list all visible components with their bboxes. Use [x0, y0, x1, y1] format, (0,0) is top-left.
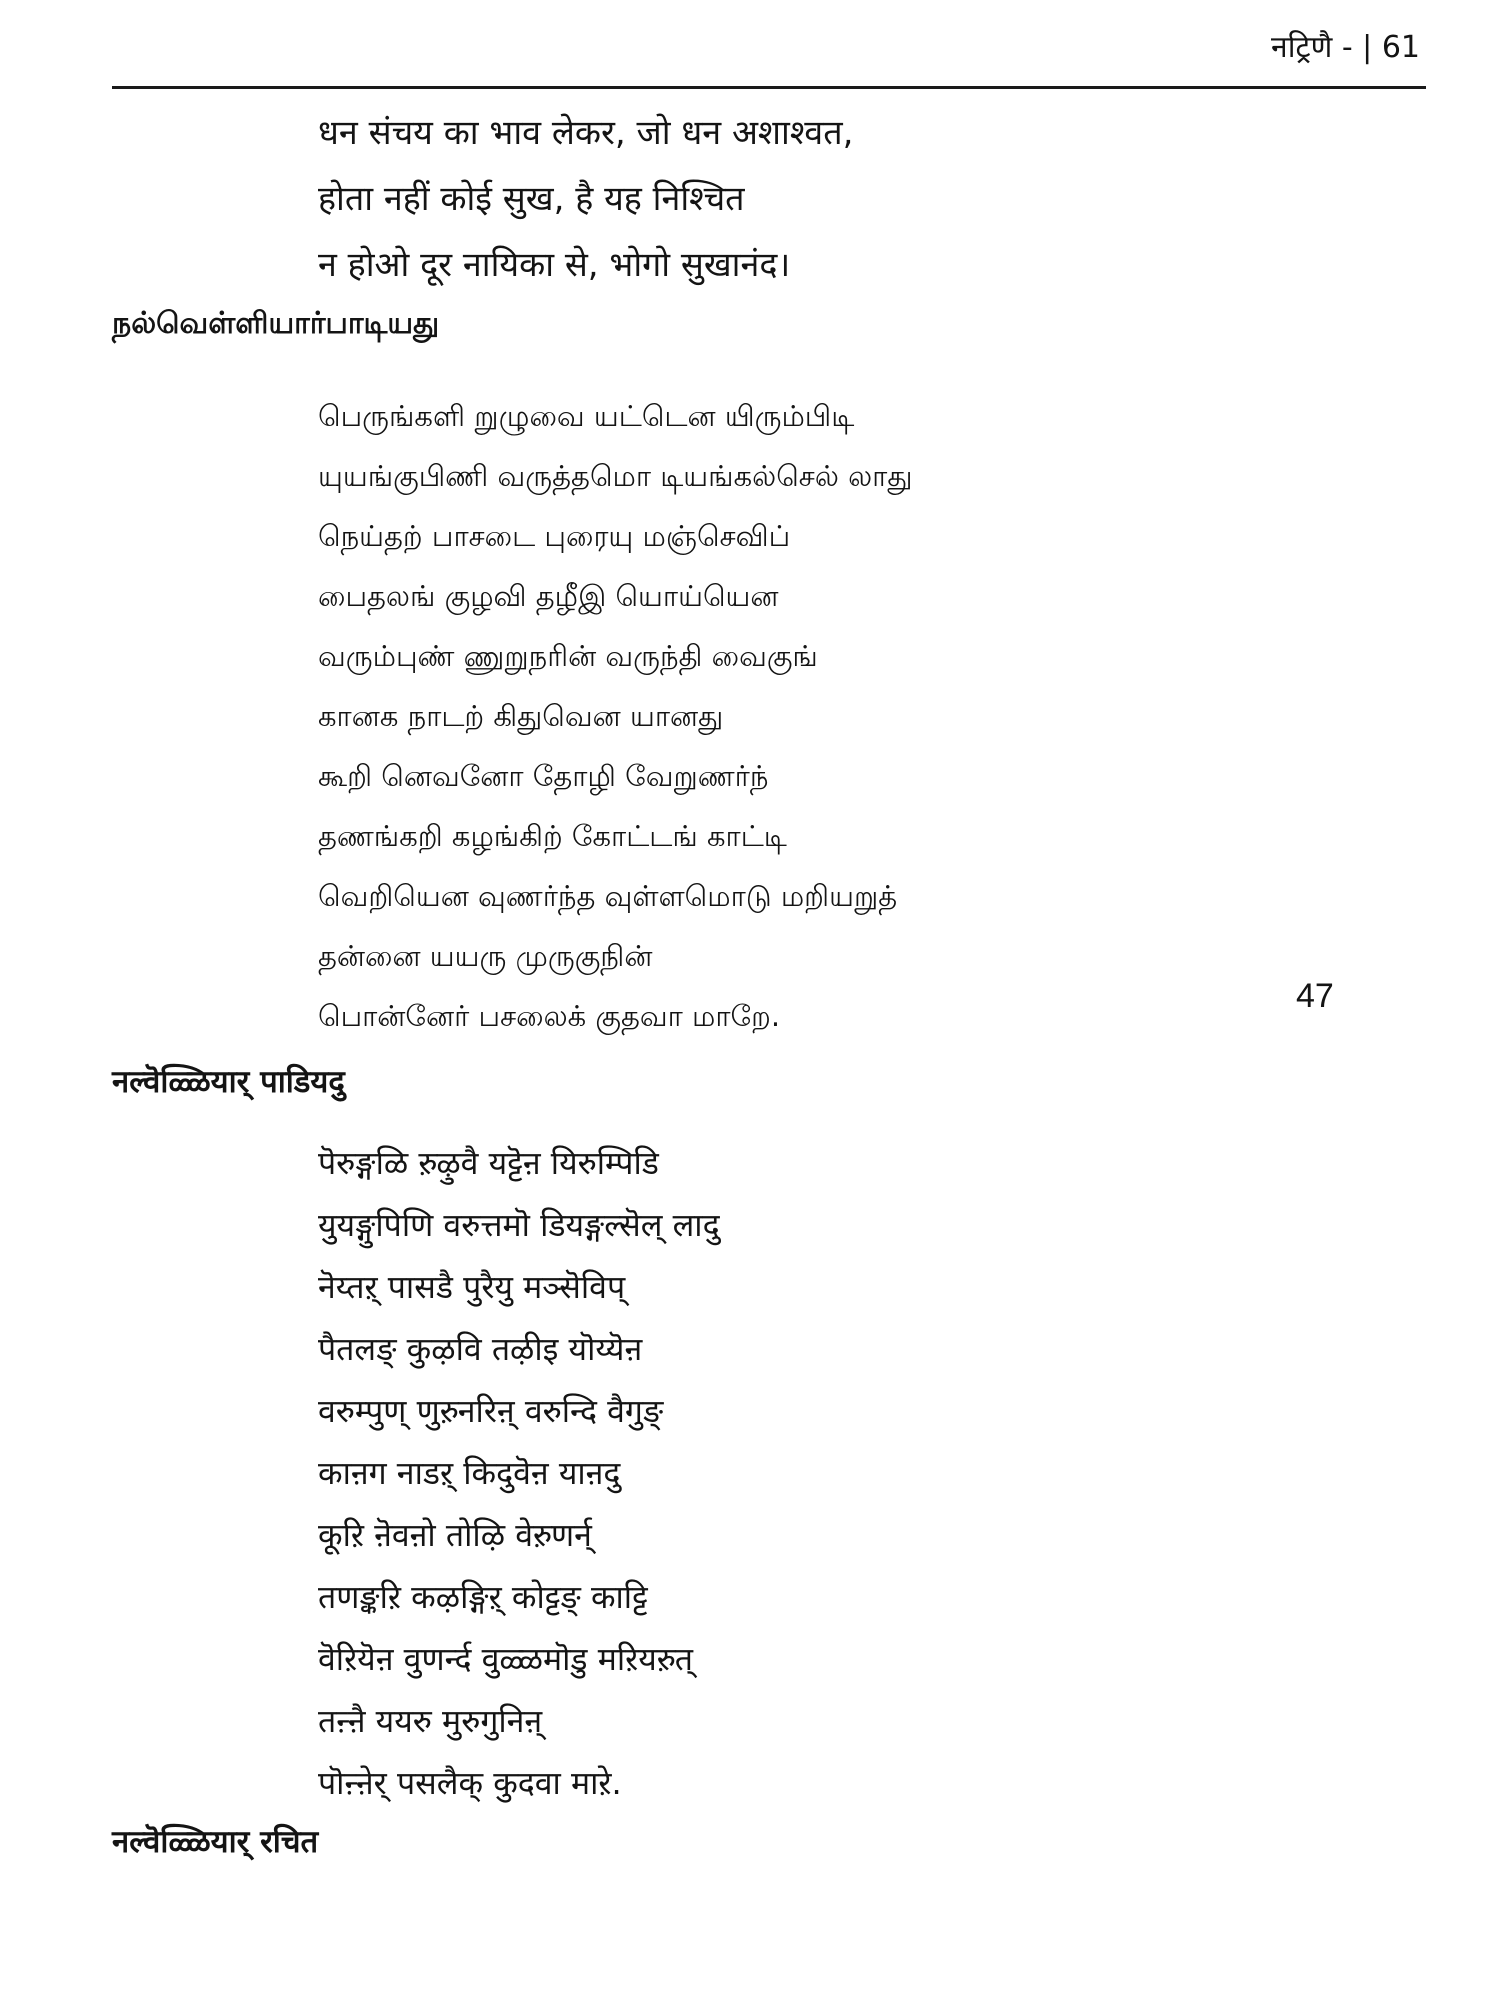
hindi-line: धन संचय का भाव लेकर, जो धन अशाश्वत, — [318, 113, 854, 153]
tamil-line: கூறி னெவனோ தோழி வேறுணர்ந் — [318, 759, 769, 793]
transliteration-line: पैतलङ् कुऴवि तऴीइ यॊय्यॆऩ — [318, 1330, 643, 1368]
tamil-line: கானக நாடற் கிதுவென யானது — [318, 699, 724, 733]
verse-number: 47 — [1296, 977, 1334, 1015]
transliteration-line: कूऱि ऩॆवऩो तोऴि वेऱुणर्न् — [318, 1516, 592, 1554]
transliteration-section-heading: नल्वॆळ्ळियार् पाडियदु — [112, 1064, 345, 1100]
transliteration-line: तऩ्ऩै ययरु मुरुगुनिऩ् — [318, 1702, 543, 1740]
tamil-line: வெறியென வுணர்ந்த வுள்ளமொடு மறியறுத் — [318, 879, 898, 913]
tamil-line: நெய்தற் பாசடை புரையு மஞ்செவிப் — [318, 519, 791, 553]
tamil-line: தணங்கறி கழங்கிற் கோட்டங் காட்டி — [318, 819, 787, 853]
transliteration-line: युयङ्गुपिणि वरुत्तमॊ डियङ्गल्सॆल् लादु — [318, 1206, 720, 1244]
tamil-line: யுயங்குபிணி வருத்தமொ டியங்கல்செல் லாது — [318, 459, 913, 493]
tamil-section-heading: நல்வெள்ளியார்பாடியது — [112, 306, 440, 341]
tamil-line: தன்னை யயரு முருகுநின் — [318, 939, 653, 973]
tamil-line: வரும்புண் ணுறுநரின் வருந்தி வைகுங் — [318, 639, 818, 673]
running-header: नट्रिणै - | 61 — [1271, 30, 1420, 65]
hindi-translation-end — [318, 100, 853, 298]
transliteration-line: तणङ्कऱि कऴङ्गिऱ् कोट्टङ् काट्टि — [318, 1578, 648, 1616]
transliteration-line: पॆरुङ्गळि ऱुऴुवै यट्टॆऩ यिरुम्पिडि — [318, 1144, 659, 1182]
transliteration-verse — [318, 1132, 720, 1814]
hindi-line: न होओ दूर नायिका से, भोगो सुखानंद। — [318, 245, 791, 285]
transliteration-line: वॆऱियॆऩ वुणर्न्द वुळ्ळमॊडु मऱियऱुत् — [318, 1640, 694, 1678]
transliteration-line: काऩग नाडऱ् किदुवॆऩ याऩदु — [318, 1454, 621, 1492]
transliteration-line: पॊऩ्ऩेर् पसलैक् कुदवा माऱे. — [318, 1764, 622, 1802]
tamil-line: பொன்னேர் பசலைக் குதவா மாறே. — [318, 999, 781, 1033]
tamil-verse — [318, 386, 913, 1046]
transliteration-line: नॆय्तऱ् पासडै पुरैयु मञ्सॆविप् — [318, 1268, 626, 1306]
hindi-section-heading: नल्वॆळ्ळियार् रचित — [112, 1824, 319, 1860]
hindi-line: होता नहीं कोई सुख, है यह निश्चित — [318, 179, 745, 219]
transliteration-line: वरुम्पुण् णुऱुनरिऩ् वरुन्दि वैगुङ् — [318, 1392, 664, 1430]
tamil-line: பைதலங் குழவி தழீஇ யொய்யென — [318, 579, 779, 613]
tamil-line: பெருங்களி றுழுவை யட்டென யிரும்பிடி — [318, 399, 855, 433]
header-rule — [112, 86, 1426, 89]
